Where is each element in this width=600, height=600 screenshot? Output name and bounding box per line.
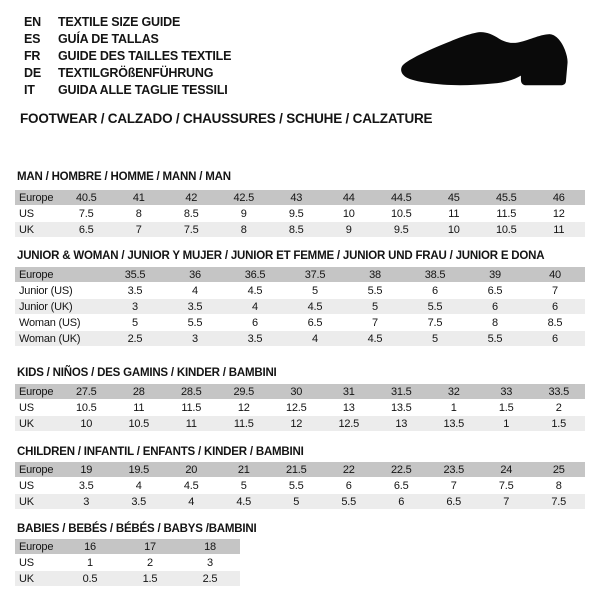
size-value-cell: 7.5 [427,316,443,329]
size-value-cell: 4 [285,331,345,347]
size-value-cell: 11.5 [181,401,202,414]
size-value-cell: 31 [323,384,376,400]
size-value-cell: 4.5 [183,479,199,492]
size-value-cell: 42 [165,190,218,206]
size-value-cell: 18 [180,539,240,555]
size-value-cell: 5 [270,494,323,510]
size-value-cell: 6.5 [487,284,503,297]
table-row [15,299,585,315]
size-value-cell: 12 [270,416,323,432]
size-value-cell: 3 [60,494,113,510]
size-value-cell: 8 [135,207,142,220]
size-value-cell: 3.5 [225,331,285,347]
size-value-cell: 45.5 [480,190,533,206]
size-value-cell: 12.5 [323,416,376,432]
size-value-cell: 3.5 [127,284,143,297]
size-value-cell: 22.5 [375,462,428,478]
size-value-cell: 10 [342,207,355,220]
size-value-cell: 4 [135,479,142,492]
size-value-cell: 10 [428,222,481,238]
size-value-cell: 20 [165,462,218,478]
size-value-cell: 19.5 [113,462,166,478]
row-label-cell: US [19,479,34,492]
size-value-cell: 5.5 [367,284,383,297]
table-row [15,539,240,555]
size-value-cell: 6.5 [393,479,409,492]
table-row [15,222,585,238]
size-value-cell: 6.5 [60,222,113,238]
table-row [15,416,585,432]
size-value-cell: 9.5 [288,207,304,220]
table-row [15,315,585,331]
table-row [15,478,585,494]
section-title: MAN / HOMBRE / HOMME / MANN / MAN [17,171,231,183]
size-value-cell: 31.5 [375,384,428,400]
size-value-cell: 6 [525,299,585,315]
size-value-cell: 24 [480,462,533,478]
size-value-cell: 4.5 [285,299,345,315]
size-value-cell: 7 [552,284,558,297]
size-value-cell: 8 [492,316,498,329]
size-value-cell: 8 [555,479,562,492]
size-value-cell: 6 [375,494,428,510]
size-value-cell: 11 [133,401,145,414]
size-value-cell: 38 [345,267,405,283]
size-value-cell: 11.5 [218,416,271,432]
language-code: FR [24,49,41,63]
row-label-cell: Europe [15,462,60,478]
size-value-cell: 5.5 [288,479,304,492]
size-value-cell: 21.5 [270,462,323,478]
size-value-cell: 3 [165,331,225,347]
size-value-cell: 5.5 [187,316,203,329]
size-value-cell: 37.5 [285,267,345,283]
size-value-cell: 38.5 [405,267,465,283]
section-title: CHILDREN / INFANTIL / ENFANTS / KINDER / BAMBINI [17,446,304,458]
size-value-cell: 13 [375,416,428,432]
size-value-cell: 42.5 [218,190,271,206]
size-value-cell: 3.5 [78,479,94,492]
size-value-cell: 4.5 [247,284,263,297]
size-value-cell: 33 [480,384,533,400]
table-row [15,571,240,587]
table-row [15,555,240,571]
size-value-cell: 11.5 [496,207,517,220]
size-value-cell: 4 [225,299,285,315]
table-row [15,267,585,283]
size-value-cell: 9 [240,207,247,220]
section-kids [15,367,585,432]
size-value-cell: 0.5 [60,571,120,587]
size-value-cell: 33.5 [533,384,586,400]
row-label-cell: US [19,401,34,414]
size-value-cell: 2.5 [180,571,240,587]
section-children [15,446,585,510]
size-value-cell: 7.5 [533,494,586,510]
section-title: BABIES / BEBÉS / BÉBÉS / BABYS /BAMBINI [17,523,257,535]
size-value-cell: 3.5 [165,299,225,315]
size-value-cell: 25 [533,462,586,478]
size-value-cell: 6 [525,331,585,347]
size-value-cell: 4 [192,284,198,297]
language-title: TEXTILGRÖßENFÜHRUNG [58,66,214,80]
size-value-cell: 7.5 [165,222,218,238]
size-value-cell: 5 [240,479,247,492]
size-value-cell: 13.5 [390,401,412,414]
table-row [15,206,585,222]
row-label-cell: UK [15,222,60,238]
size-value-cell: 1 [450,401,457,414]
size-value-cell: 11 [165,416,218,432]
size-value-cell: 8 [218,222,271,238]
size-value-cell: 10.5 [113,416,166,432]
size-value-cell: 7.5 [78,207,94,220]
size-value-cell: 44.5 [375,190,428,206]
table-row [15,462,585,478]
size-value-cell: 10.5 [75,401,97,414]
size-value-cell: 6 [345,479,352,492]
size-table-babies [15,539,240,587]
size-value-cell: 46 [533,190,586,206]
size-value-cell: 1 [480,416,533,432]
size-value-cell: 10 [60,416,113,432]
size-value-cell: 32 [428,384,481,400]
size-value-cell: 40 [525,267,585,283]
size-value-cell: 30 [270,384,323,400]
row-label-cell: Europe [15,384,60,400]
size-value-cell: 45 [428,190,481,206]
size-value-cell: 41 [113,190,166,206]
row-label-cell: Europe [15,267,105,283]
language-code: IT [24,83,35,97]
table-row [15,283,585,299]
language-title: GUIDE DES TAILLES TEXTILE [58,49,232,63]
row-label-cell: Junior (US) [19,284,73,297]
size-value-cell: 4.5 [218,494,271,510]
size-value-cell: 3 [207,556,213,569]
size-value-cell: 11 [448,207,460,220]
language-code: ES [24,32,41,46]
size-value-cell: 2 [555,401,562,414]
size-value-cell: 19 [60,462,113,478]
size-value-cell: 5.5 [465,331,525,347]
size-value-cell: 10.5 [390,207,412,220]
size-value-cell: 12 [552,207,565,220]
size-value-cell: 1.5 [120,571,180,587]
size-value-cell: 11 [533,222,586,238]
size-value-cell: 43 [270,190,323,206]
table-row [15,400,585,416]
size-value-cell: 40.5 [60,190,113,206]
language-title: GUIDA ALLE TAGLIE TESSILI [58,83,228,97]
size-value-cell: 3.5 [113,494,166,510]
row-label-cell: Woman (UK) [15,331,105,347]
section-title: KIDS / NIÑOS / DES GAMINS / KINDER / BAMBINI [17,367,277,379]
size-table-man [15,190,585,238]
size-value-cell: 5 [312,284,318,297]
size-value-cell: 2.5 [105,331,165,347]
size-value-cell: 8.5 [270,222,323,238]
size-value-cell: 3 [105,299,165,315]
size-table-junior-woman [15,267,585,347]
size-value-cell: 16 [60,539,120,555]
size-value-cell: 10.5 [480,222,533,238]
size-value-cell: 4 [165,494,218,510]
row-label-cell: Woman (US) [19,316,81,329]
row-label-cell: Junior (UK) [15,299,105,315]
row-label-cell: UK [15,416,60,432]
language-code: DE [24,66,41,80]
language-code: EN [24,15,41,29]
language-title: TEXTILE SIZE GUIDE [58,15,181,29]
table-row [15,331,585,347]
section-junior-woman [15,250,585,347]
size-value-cell: 28 [113,384,166,400]
section-babies [15,523,585,587]
size-value-cell: 7 [372,316,378,329]
size-value-cell: 13.5 [428,416,481,432]
size-value-cell: 1.5 [533,416,586,432]
size-value-cell: 23.5 [428,462,481,478]
size-value-cell: 6 [465,299,525,315]
size-value-cell: 6.5 [428,494,481,510]
size-value-cell: 21 [218,462,271,478]
size-value-cell: 22 [323,462,376,478]
language-row-en [15,14,585,31]
size-value-cell: 9 [323,222,376,238]
size-value-cell: 44 [323,190,376,206]
size-value-cell: 7 [480,494,533,510]
row-label-cell: Europe [15,539,60,555]
language-title: GUÍA DE TALLAS [58,32,159,46]
category-title: FOOTWEAR / CALZADO / CHAUSSURES / SCHUHE / CALZATURE [20,111,433,126]
size-value-cell: 2 [147,556,153,569]
size-value-cell: 4.5 [345,331,405,347]
row-label-cell: US [19,556,34,569]
size-value-cell: 1 [87,556,93,569]
size-value-cell: 6 [252,316,258,329]
size-value-cell: 5 [405,331,465,347]
size-value-cell: 8.5 [183,207,199,220]
size-value-cell: 35.5 [105,267,165,283]
table-row [15,190,585,206]
size-value-cell: 36 [165,267,225,283]
row-label-cell: Europe [15,190,60,206]
size-value-cell: 5.5 [323,494,376,510]
size-value-cell: 5.5 [405,299,465,315]
size-table-children [15,462,585,510]
size-value-cell: 7 [113,222,166,238]
size-value-cell: 6 [432,284,438,297]
size-value-cell: 12 [237,401,250,414]
size-value-cell: 12.5 [285,401,307,414]
section-title: JUNIOR & WOMAN / JUNIOR Y MUJER / JUNIOR ET FEMME / JUNIOR UND FRAU / JUNIOR E DONA [17,250,545,262]
size-value-cell: 5 [345,299,405,315]
table-row [15,384,585,400]
row-label-cell: UK [15,494,60,510]
size-table-kids [15,384,585,432]
size-value-cell: 36.5 [225,267,285,283]
size-value-cell: 29.5 [218,384,271,400]
size-value-cell: 13 [342,401,355,414]
dress-shoe-icon [400,30,572,92]
size-value-cell: 7.5 [498,479,514,492]
row-label-cell: US [19,207,34,220]
size-value-cell: 1.5 [498,401,514,414]
size-value-cell: 9.5 [375,222,428,238]
size-value-cell: 39 [465,267,525,283]
size-value-cell: 7 [450,479,457,492]
size-value-cell: 17 [120,539,180,555]
section-man [15,171,585,238]
size-value-cell: 5 [132,316,138,329]
size-value-cell: 28.5 [165,384,218,400]
table-row [15,494,585,510]
size-value-cell: 6.5 [307,316,323,329]
size-value-cell: 8.5 [547,316,563,329]
row-label-cell: UK [15,571,60,587]
size-value-cell: 27.5 [60,384,113,400]
